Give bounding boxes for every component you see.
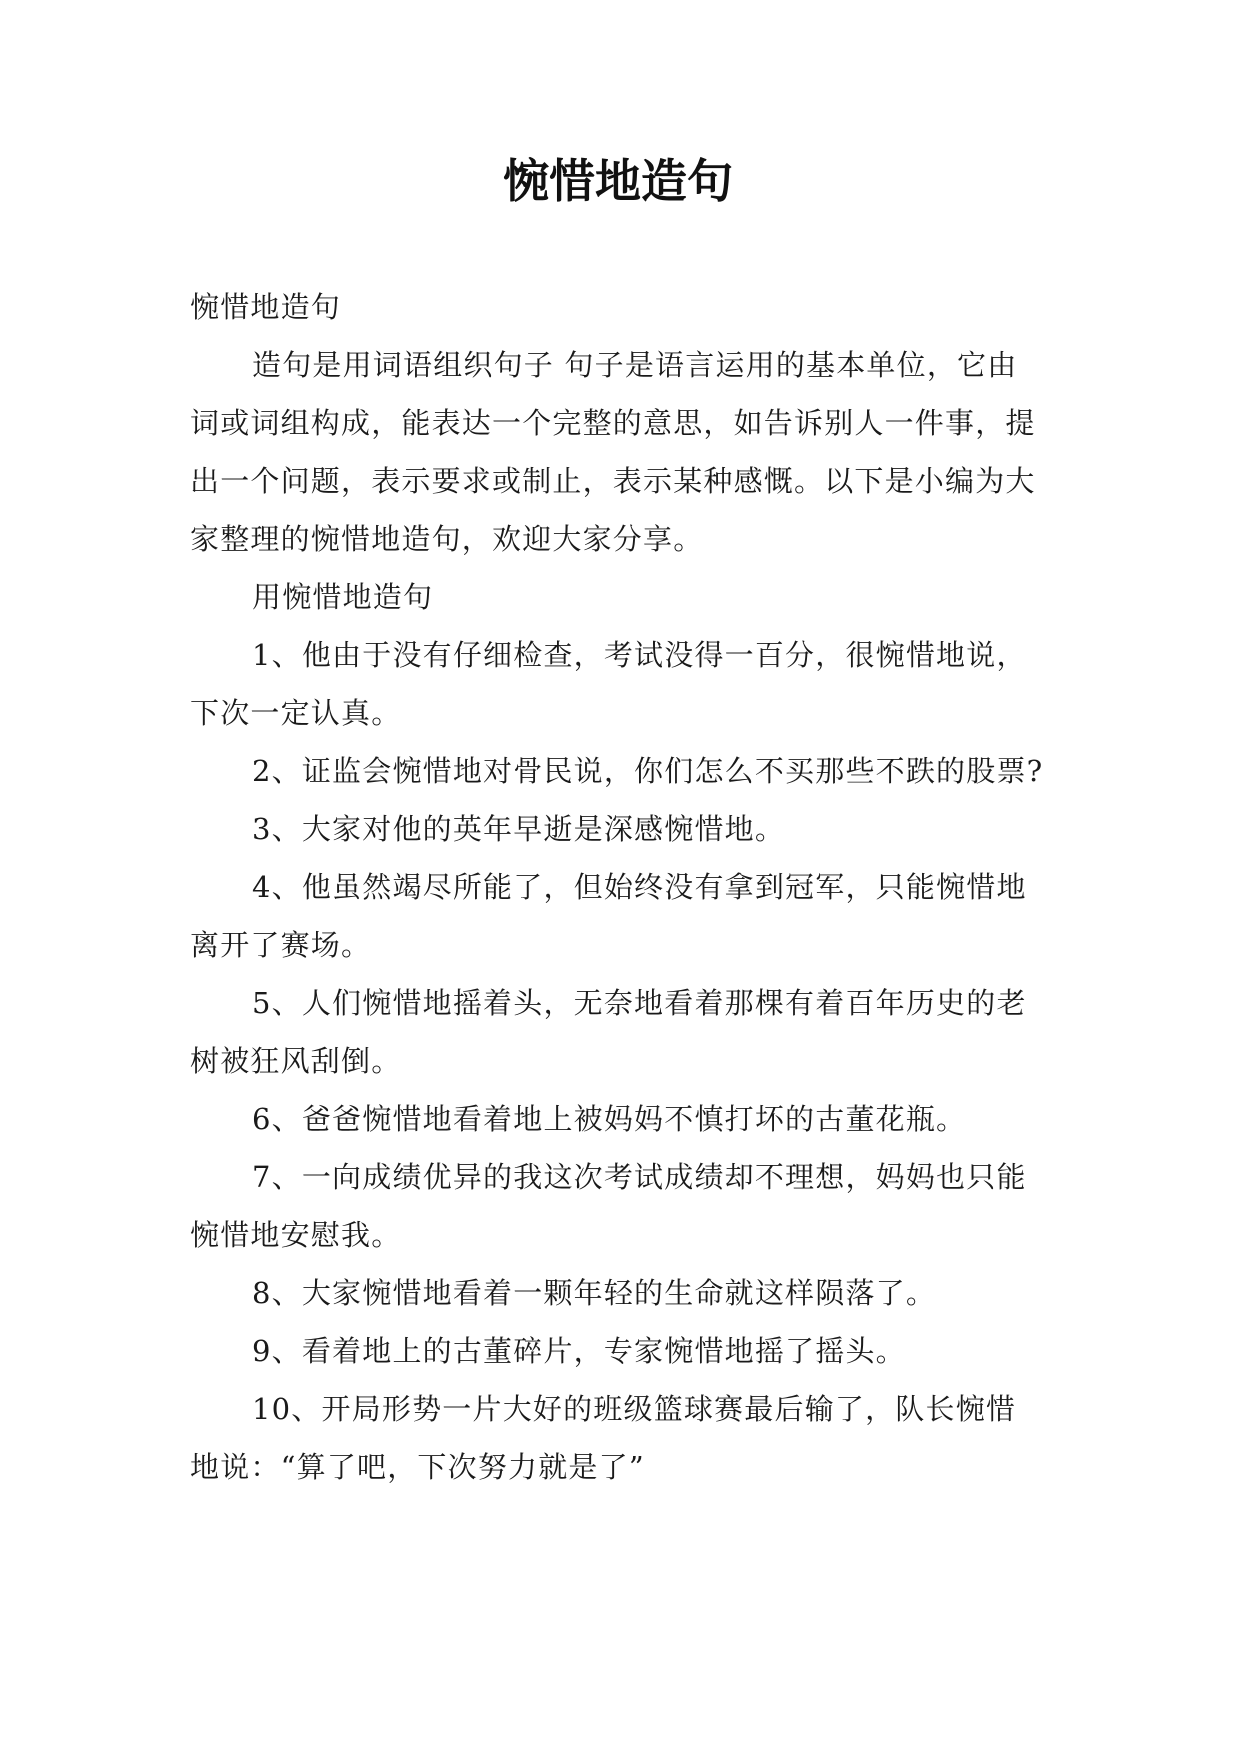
sentence-item: 1、他由于没有仔细检查，考试没得一百分，很惋惜地说，下次一定认真。 bbox=[190, 638, 1027, 730]
sentence-item: 7、一向成绩优异的我这次考试成绩却不理想，妈妈也只能惋惜地安慰我。 bbox=[190, 1160, 1027, 1252]
section-heading: 用惋惜地造句 bbox=[252, 580, 434, 614]
sentence-item: 8、大家惋惜地看着一颗年轻的生命就这样陨落了。 bbox=[252, 1276, 937, 1310]
sentence-item: 6、爸爸惋惜地看着地上被妈妈不慎打坏的古董花瓶。 bbox=[252, 1102, 967, 1136]
sentence-item: 4、他虽然竭尽所能了，但始终没有拿到冠军，只能惋惜地离开了赛场。 bbox=[190, 870, 1027, 962]
sentence-item: 10、开局形势一片大好的班级篮球赛最后输了，队长惋惜地说：“算了吧，下次努力就是了” bbox=[190, 1392, 1017, 1484]
document-body bbox=[190, 278, 1046, 1496]
sentence-item: 2、证监会惋惜地对骨民说，你们怎么不买那些不跌的股票? bbox=[252, 754, 1044, 788]
sentence-item: 5、人们惋惜地摇着头，无奈地看着那棵有着百年历史的老树被狂风刮倒。 bbox=[190, 986, 1027, 1078]
document-title: 惋惜地造句 bbox=[503, 154, 733, 208]
sentence-item: 9、看着地上的古董碎片，专家惋惜地摇了摇头。 bbox=[252, 1334, 906, 1368]
sentence-item: 3、大家对他的英年早逝是深感惋惜地。 bbox=[252, 812, 786, 846]
intro-paragraph: 造句是用词语组织句子 句子是语言运用的基本单位，它由词或词组构成，能表达一个完整的意思，如告诉别人一件事，提出一个问题，表示要求或制止，表示某种感慨。以下是小编为大家整理的惋惜地造句，欢迎大家分享。 bbox=[190, 348, 1036, 556]
document-subtitle: 惋惜地造句 bbox=[190, 290, 342, 324]
